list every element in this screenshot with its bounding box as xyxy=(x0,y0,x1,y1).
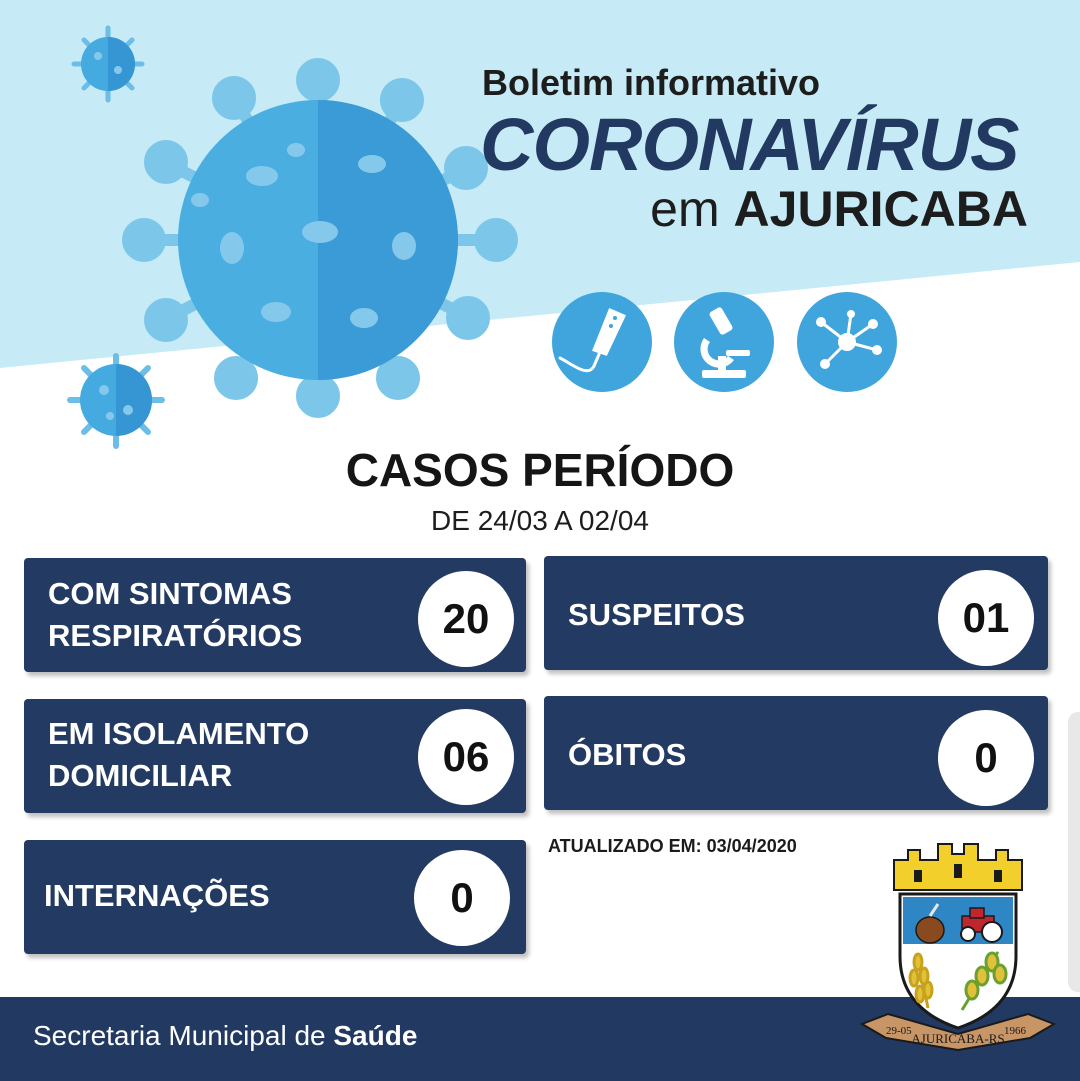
stat-label: ÓBITOS xyxy=(568,737,687,772)
stat-card-suspeitos xyxy=(544,556,1048,670)
swab-icon xyxy=(552,292,652,392)
header-title: CORONAVÍRUS xyxy=(480,103,1019,186)
period-range: DE 24/03 A 02/04 xyxy=(431,505,649,536)
stat-label: COM SINTOMAS RESPIRATÓRIOS xyxy=(48,576,303,653)
stat-value: 06 xyxy=(418,709,514,805)
virus-small-icon xyxy=(70,356,162,446)
molecule-icon xyxy=(797,292,897,392)
header-city-prefix: em xyxy=(650,181,734,237)
stat-card-obitos xyxy=(544,696,1048,810)
stat-card-internacoes xyxy=(24,840,526,954)
footer-prefix: Secretaria Municipal de xyxy=(33,1020,334,1051)
footer-text xyxy=(33,1020,417,1052)
scroll-edge xyxy=(1068,712,1080,992)
updated-date: ATUALIZADO EM: 03/04/2020 xyxy=(548,836,797,856)
crest-ribbon-right: 1966 xyxy=(1004,1025,1026,1037)
crest-ribbon-center: AJURICABA-RS xyxy=(911,1031,1005,1046)
stat-label: SUSPEITOS xyxy=(568,597,745,632)
period-title: CASOS PERÍODO xyxy=(345,444,735,496)
municipal-crest-icon xyxy=(858,838,1058,1063)
header-subtitle: Boletim informativo xyxy=(482,62,821,103)
microscope-icon xyxy=(674,292,774,392)
header-city: AJURICABA xyxy=(733,181,1028,237)
crest-ribbon-left: 29-05 xyxy=(886,1025,912,1037)
stat-card-isolamento xyxy=(24,699,526,813)
header-city-line xyxy=(650,180,1028,238)
virus-small-icon xyxy=(74,28,142,100)
stat-value: 0 xyxy=(414,850,510,946)
stat-value: 0 xyxy=(938,710,1034,806)
stat-value: 20 xyxy=(418,571,514,667)
footer-bold: Saúde xyxy=(333,1020,418,1051)
stat-label: INTERNAÇÕES xyxy=(44,878,270,913)
stat-card-sintomas xyxy=(24,558,526,672)
stat-label: EM ISOLAMENTO DOMICILIAR xyxy=(48,716,310,793)
stat-value: 01 xyxy=(938,570,1034,666)
